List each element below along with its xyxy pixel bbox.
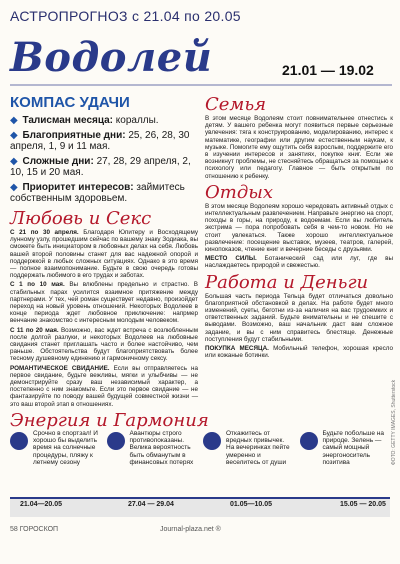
family-title: Семья [205, 94, 267, 115]
family-paragraph: В этом месяце Водолеям стоит повнимательнее отнестись к детям. У вашего ребенка могут появиться первые серьезные увлечения: тяга к конструированию, моделированию, интерес к математике, географии или другим естественным наукам, к музыке. Помогите ему ощутить себя взрослым, поддержите его в изучении интересов и занятиях, покупке книг. Если же возникнут проблемы, не стесняйтесь обращаться за помощью к психологу или педагогу. Главное — быть открытым по отношению к ребенку. [205, 115, 393, 180]
energy-item [203, 430, 294, 500]
site-url: Journal-plaza.net ® [160, 526, 221, 533]
diamond-bullet-icon: ◆ [10, 156, 18, 167]
work-text [205, 293, 393, 360]
talisman-label: Талисман месяца: [22, 115, 113, 126]
energy-item [10, 430, 101, 500]
magazine-name: ГОРОСКОП [19, 526, 59, 533]
energy-item [107, 430, 198, 500]
hard-days-item [10, 156, 198, 178]
energy-item-text: Срочно в спортзал! И хорошо бы выделить время на солнечные процедуры, пляжу к летнему сезону [33, 430, 98, 466]
rest-paragraph: В этом месяце Водолеям хорошо чередовать активный отдых с интеллектуальным развлечением. Направьте энергию на спорт, походы в горы, на природу, к водоемам. Если вы любитель экстрима — пора попробовать себя в чем-то новом. Но не стоит увлекаться. Также хорошо интеллектуальное развлечение: посещение выставок, музеев, театров, галерей, кинопоказов, чтение книг и вечерние беседы с друзьями. [205, 202, 393, 254]
favorable-days-value: 25, 26, 28, 30 апреля, 1, 9 и 11 мая. [10, 130, 190, 152]
timeline-label: 01.05—10.05 [230, 501, 273, 508]
energy-item [300, 430, 391, 500]
no-icon [203, 432, 221, 450]
love-text [10, 229, 198, 408]
work-title: Работа и Деньги [205, 271, 369, 293]
astroforecast-heading: АСТРОПРОГНОЗ с 21.04 по 20.05 [10, 8, 241, 24]
sign-dates: 21.01 — 19.02 [282, 62, 374, 78]
tennis-icon [107, 432, 125, 450]
favorable-days-item [10, 130, 198, 152]
love-paragraph-3: Возможно, вас ждет встреча с возлюбленным после долгой разлуки, и некоторых Водолеев на любовные свидания станет приглашать часто и более настойчиво, чем раньше. Обстоятельства будут благоприятствовать более тесному душевному единению и гармоничному сексу. [10, 326, 199, 363]
rest-title: Отдых [205, 181, 274, 203]
favorable-days-label: Благоприятные дни: [22, 130, 126, 141]
rest-place-label: МЕСТО СИЛЫ. [205, 255, 257, 263]
work-buy-label: ПОКУПКА МЕСЯЦА. [205, 345, 269, 353]
timeline-label: 27.04 — 29.04 [128, 501, 174, 508]
page-number: 58 [10, 526, 18, 533]
romantic-date-text: Если вы отправляетесь на первое свидание, будьте вежливы, мягки и улыбчивы — не демонстрируйте сразу ваш независимый характер, а постепенно с ним знакомьте. Если это первое свидание — не фантазируйте по поводу вашей будущей совместной жизни — это ваш второй этап в отношениях. [10, 364, 198, 408]
running-shoe-icon [10, 432, 28, 450]
hard-days-value: 27, 28, 29 апреля, 2, 10, 15 и 20 мая. [10, 156, 191, 178]
love-date-3: С 11 по 20 мая. [10, 326, 59, 334]
footer-left [10, 526, 58, 533]
energy-item-text: Авантюры строго противопоказаны. Велика вероятность быть обманутым в финансовых потерях [129, 430, 194, 466]
diamond-bullet-icon: ◆ [10, 182, 18, 193]
love-date-1: С 21 по 30 апреля. [10, 229, 79, 236]
title-rule [10, 84, 392, 86]
top-header [0, 6, 400, 28]
love-paragraph-1: Благодаря Юпитеру и Восходящему лунному узлу, прошедшим сейчас по вашему знаку Зодиака, вы сможете быть инициатором в любовных делах на себя. Любовь вашей второй половины станет для вас надежной опорой и поддержкой в любых сложных ситуациях. Однако в это время — полное взаимопонимание. Будьте в свою очередь готовы поддержать любимого в его трудах и заботах. [10, 229, 199, 280]
diamond-bullet-icon: ◆ [10, 115, 18, 126]
rest-place-text: Ботанический сад или луг, где вы наслаждаетесь природой и свежестью. [205, 255, 393, 270]
rest-text [205, 203, 393, 270]
page-footer [10, 526, 390, 538]
energy-harmony-title: Энергия и Гармония [10, 410, 209, 431]
work-buy-text: Мобильный телефон, хорошая кресло или кожаные ботинки. [205, 345, 393, 360]
timeline-label: 21.04—20.05 [20, 501, 63, 508]
talisman-value: кораллы. [115, 115, 159, 126]
love-title: Любовь и Секс [10, 208, 152, 229]
love-date-2: С 1 по 10 мая. [10, 281, 65, 289]
priority-label: Приоритет интересов: [22, 182, 134, 193]
family-text [205, 115, 393, 180]
work-paragraph: Большая часть периода Тельца будет отличаться довольно благоприятной обстановкой в делах. На работе будет много изменений, суеты, беготни из-за наличия на вас трудоемких и ответственных заданий. Будьте внимательны и не спешите с выводами. Возможно, ваш начальник даст вам сложное задание, и вы с ним справитесь блестяще. Денежные поступления будут стабильными. [205, 292, 393, 343]
sign-title: Водолей [10, 34, 213, 81]
talisman-item [10, 115, 198, 126]
diamond-bullet-icon: ◆ [10, 130, 18, 141]
compass-list [10, 115, 198, 204]
timeline-label: 15.05 — 20.05 [340, 501, 386, 508]
love-paragraph-2: Вы влюблены предельно и страстно. В стабильных парах усилится взаимное притяжение между партнерами. У тех, чей роман существует недавно, произойдет переход на новый уровень отношений. Некоторых Водолеев в конце периода ждет любовное приключение: напрмер венчание знакомство с интересным молодым человеком. [10, 281, 199, 325]
compass-title: КОМПАС УДАЧИ [10, 94, 130, 111]
photo-credit: ФОТО: GETTY IMAGES, Shutterstock [391, 379, 397, 465]
romantic-date-label: РОМАНТИЧЕСКОЕ СВИДАНИЕ. [10, 364, 110, 372]
energy-item-text: Откажитесь от вредных привычек. На вечеринках пейте умеренно и веселитесь от души [226, 430, 290, 466]
energy-timeline [10, 497, 390, 517]
energy-item-text: Будьте побольше на природе. Зелень — самый мощный энергоноситель позитива [322, 430, 385, 466]
hard-days-label: Сложные дни: [22, 156, 94, 167]
energy-harmony-items [10, 430, 390, 500]
priority-item [10, 182, 198, 204]
pepper-icon [300, 432, 318, 450]
side-caption [392, 300, 400, 480]
priority-value: займитесь собственным здоровьем. [10, 182, 185, 204]
